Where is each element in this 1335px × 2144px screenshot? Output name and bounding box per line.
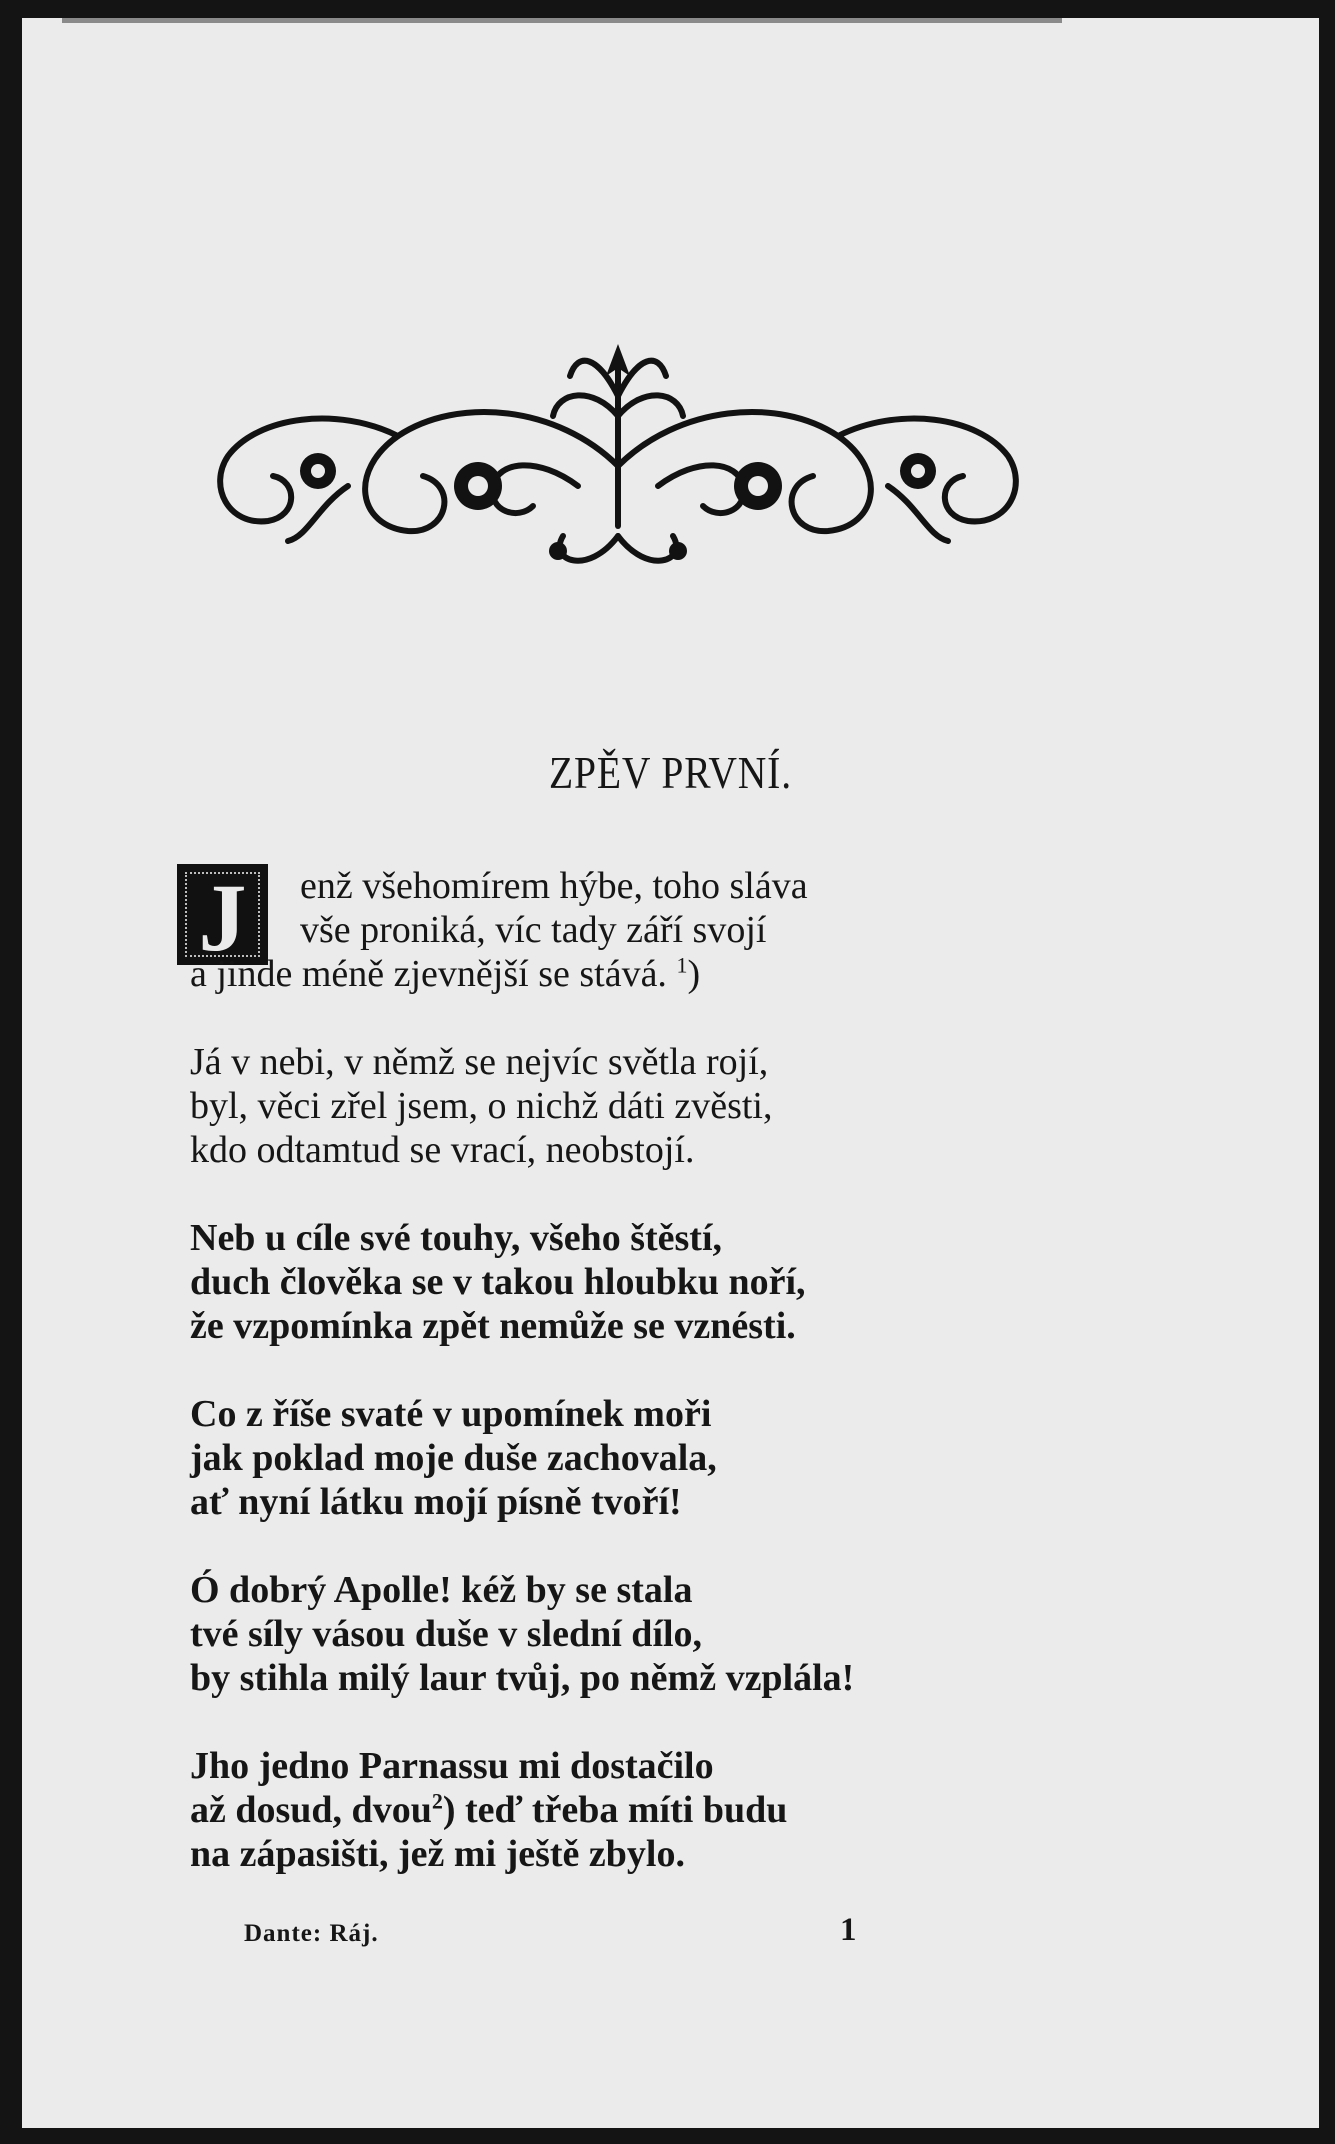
stanza-1 xyxy=(190,864,1070,996)
verse-line: ať nyní látku mojí písně tvoří! xyxy=(190,1481,682,1523)
book-page xyxy=(22,18,1319,2128)
stanza-3 xyxy=(190,1216,1070,1348)
verse-line-text: a jinde méně zjevnější se stává. xyxy=(190,953,667,995)
verse-line: by stihla milý laur tvůj, po němž vzplála! xyxy=(190,1657,855,1699)
drop-cap-initial: J xyxy=(177,864,268,965)
floral-ornament-headpiece xyxy=(198,336,1038,581)
verse-line: enž všehomírem hýbe, toho sláva xyxy=(300,865,808,907)
verse-line: Já v nebi, v němž se nejvíc světla rojí, xyxy=(190,1041,769,1083)
verse-line: na zápasišti, jež mi ještě zbylo. xyxy=(190,1833,685,1875)
verse-line: kdo odtamtud se vrací, neobstojí. xyxy=(190,1129,695,1171)
verse-line: byl, věci zřel jsem, o nichž dáti zvěsti, xyxy=(190,1085,773,1127)
stanza-6 xyxy=(190,1744,1070,1876)
footnote-marker: 2 xyxy=(431,1788,443,1814)
verse-line: tvé síly vásou duše v slední dílo, xyxy=(190,1613,703,1655)
verse-line: jak poklad moje duše zachovala, xyxy=(190,1437,717,1479)
stanza-5 xyxy=(190,1568,1070,1700)
signature-number: 1 xyxy=(840,1912,857,1948)
chapter-title: ZPĚV PRVNÍ. xyxy=(549,747,792,798)
signature-mark: Dante: Ráj. xyxy=(244,1920,379,1947)
stanza-4 xyxy=(190,1392,1070,1524)
verse-line-text: teď třeba míti budu xyxy=(455,1789,788,1831)
verse-line: a jinde méně zjevnější se stává. $^1$) xyxy=(190,952,701,995)
verse-line-text: až dosud, dvou xyxy=(190,1789,432,1831)
verse-line: duch člověka se v takou hloubku noří, xyxy=(190,1261,806,1303)
verse-line: že vzpomínka zpět nemůže se vznésti. xyxy=(190,1305,796,1347)
verse-line: Ó dobrý Apolle! kéž by se stala xyxy=(190,1569,693,1611)
verse-line: až dosud, dvou$^2$) teď třeba míti budu xyxy=(190,1788,788,1831)
verse-line: Jho jedno Parnassu mi dostačilo xyxy=(190,1745,714,1787)
page-edge-rule xyxy=(62,18,1062,23)
verse-line: Neb u cíle své touhy, všeho štěstí, xyxy=(190,1217,722,1259)
verse-line: vše proniká, víc tady září svojí xyxy=(300,909,767,951)
verse-line: Co z říše svaté v upomínek moři xyxy=(190,1393,712,1435)
footnote-marker: 1 xyxy=(676,952,688,978)
stanza-2 xyxy=(190,1040,1070,1172)
